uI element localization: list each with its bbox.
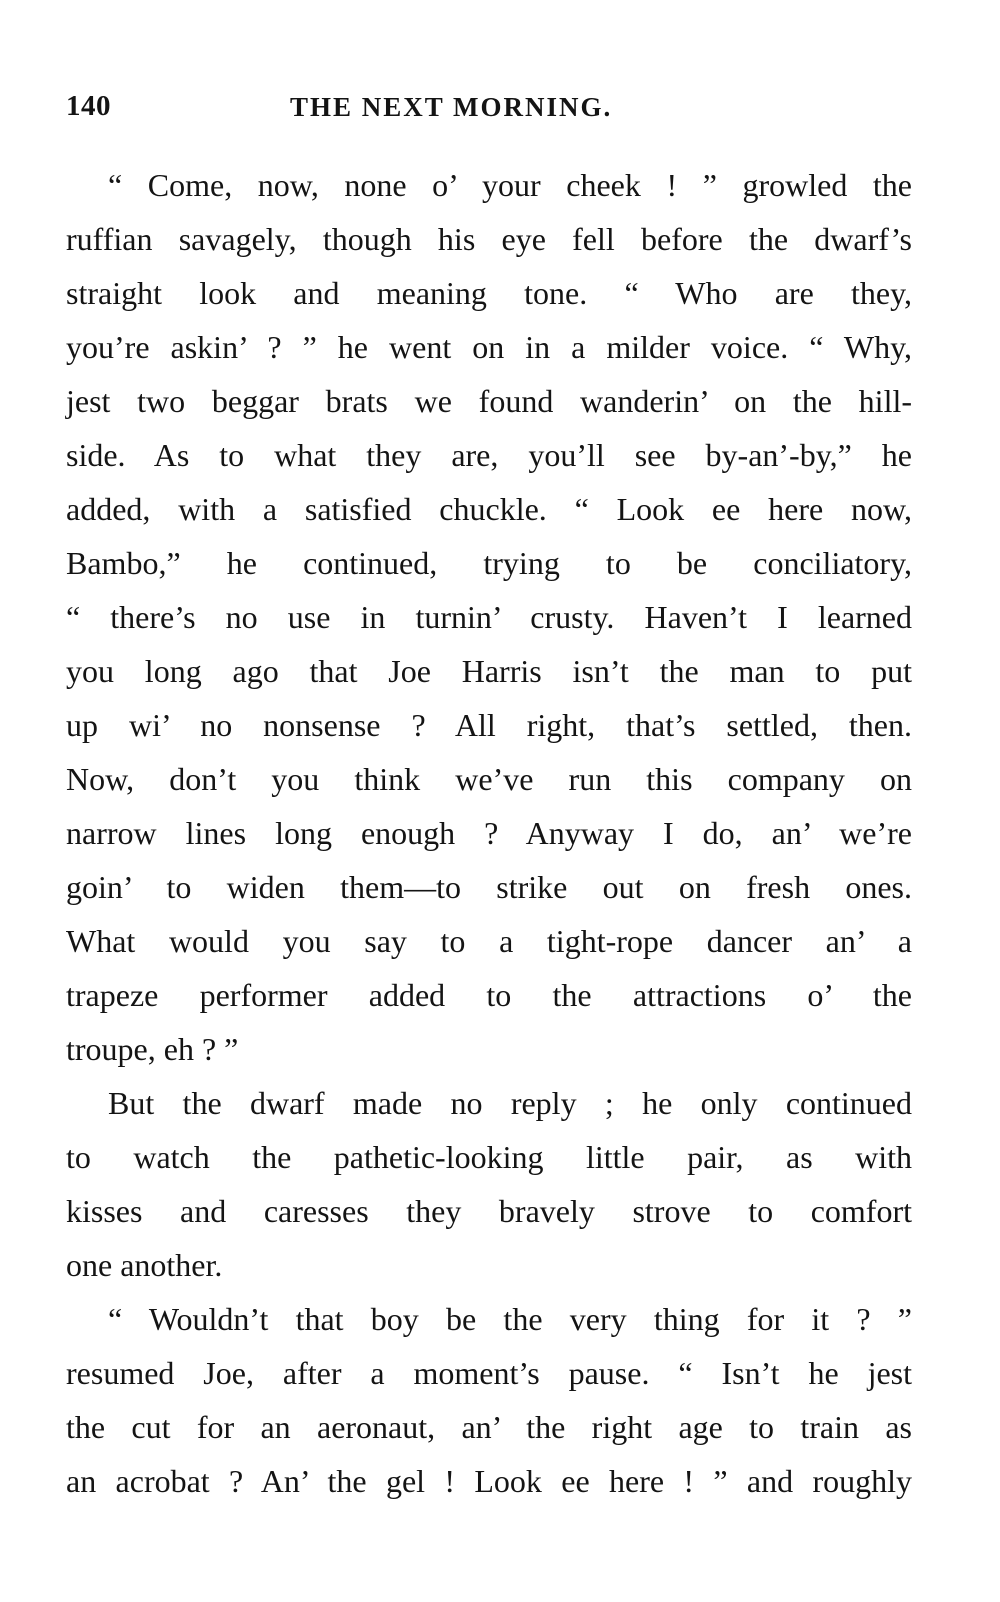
text-line: goin’ to widen them—to strike out on fresh ones. (66, 869, 912, 905)
text-line: you’re askin’ ? ” he went on in a milder voice. “ Why, (66, 329, 912, 365)
text-line: narrow lines long enough ? Anyway I do, an’ we’re (66, 815, 912, 851)
text-line: But the dwarf made no reply ; he only continued (108, 1085, 912, 1121)
text-line: “ there’s no use in turnin’ crusty. Haven’t I learned (66, 599, 912, 635)
text-line: ruffian savagely, though his eye fell before the dwarf’s (66, 221, 912, 257)
text-line: “ Wouldn’t that boy be the very thing for it ? ” (108, 1301, 912, 1337)
text-line: one another. (66, 1247, 223, 1283)
running-head (66, 90, 912, 130)
text-line: Bambo,” he continued, trying to be conciliatory, (66, 545, 912, 581)
text-line: What would you say to a tight-rope dancer an’ a (66, 923, 912, 959)
text-line: you long ago that Joe Harris isn’t the man to put (66, 653, 912, 689)
text-line: side. As to what they are, you’ll see by-an’-by,” he (66, 437, 912, 473)
chapter-running-title: THE NEXT MORNING. (290, 92, 613, 122)
text-line: straight look and meaning tone. “ Who are they, (66, 275, 912, 311)
text-line: the cut for an aeronaut, an’ the right age to train as (66, 1409, 912, 1445)
text-line: up wi’ no nonsense ? All right, that’s settled, then. (66, 707, 912, 743)
text-line: trapeze performer added to the attractions o’ the (66, 977, 912, 1013)
text-line: added, with a satisfied chuckle. “ Look ee here now, (66, 491, 912, 527)
text-line: troupe, eh ? ” (66, 1031, 239, 1067)
text-body (66, 158, 912, 1508)
text-line: kisses and caresses they bravely strove to comfort (66, 1193, 912, 1229)
page-number: 140 (66, 90, 111, 122)
text-line: an acrobat ? An’ the gel ! Look ee here ! ” and roughly (66, 1463, 912, 1499)
text-line: jest two beggar brats we found wanderin’ on the hill- (66, 383, 912, 419)
text-line: “ Come, now, none o’ your cheek ! ” growled the (108, 167, 912, 203)
text-line: resumed Joe, after a moment’s pause. “ Isn’t he jest (66, 1355, 912, 1391)
text-line: to watch the pathetic-looking little pair, as with (66, 1139, 912, 1175)
text-line: Now, don’t you think we’ve run this company on (66, 761, 912, 797)
